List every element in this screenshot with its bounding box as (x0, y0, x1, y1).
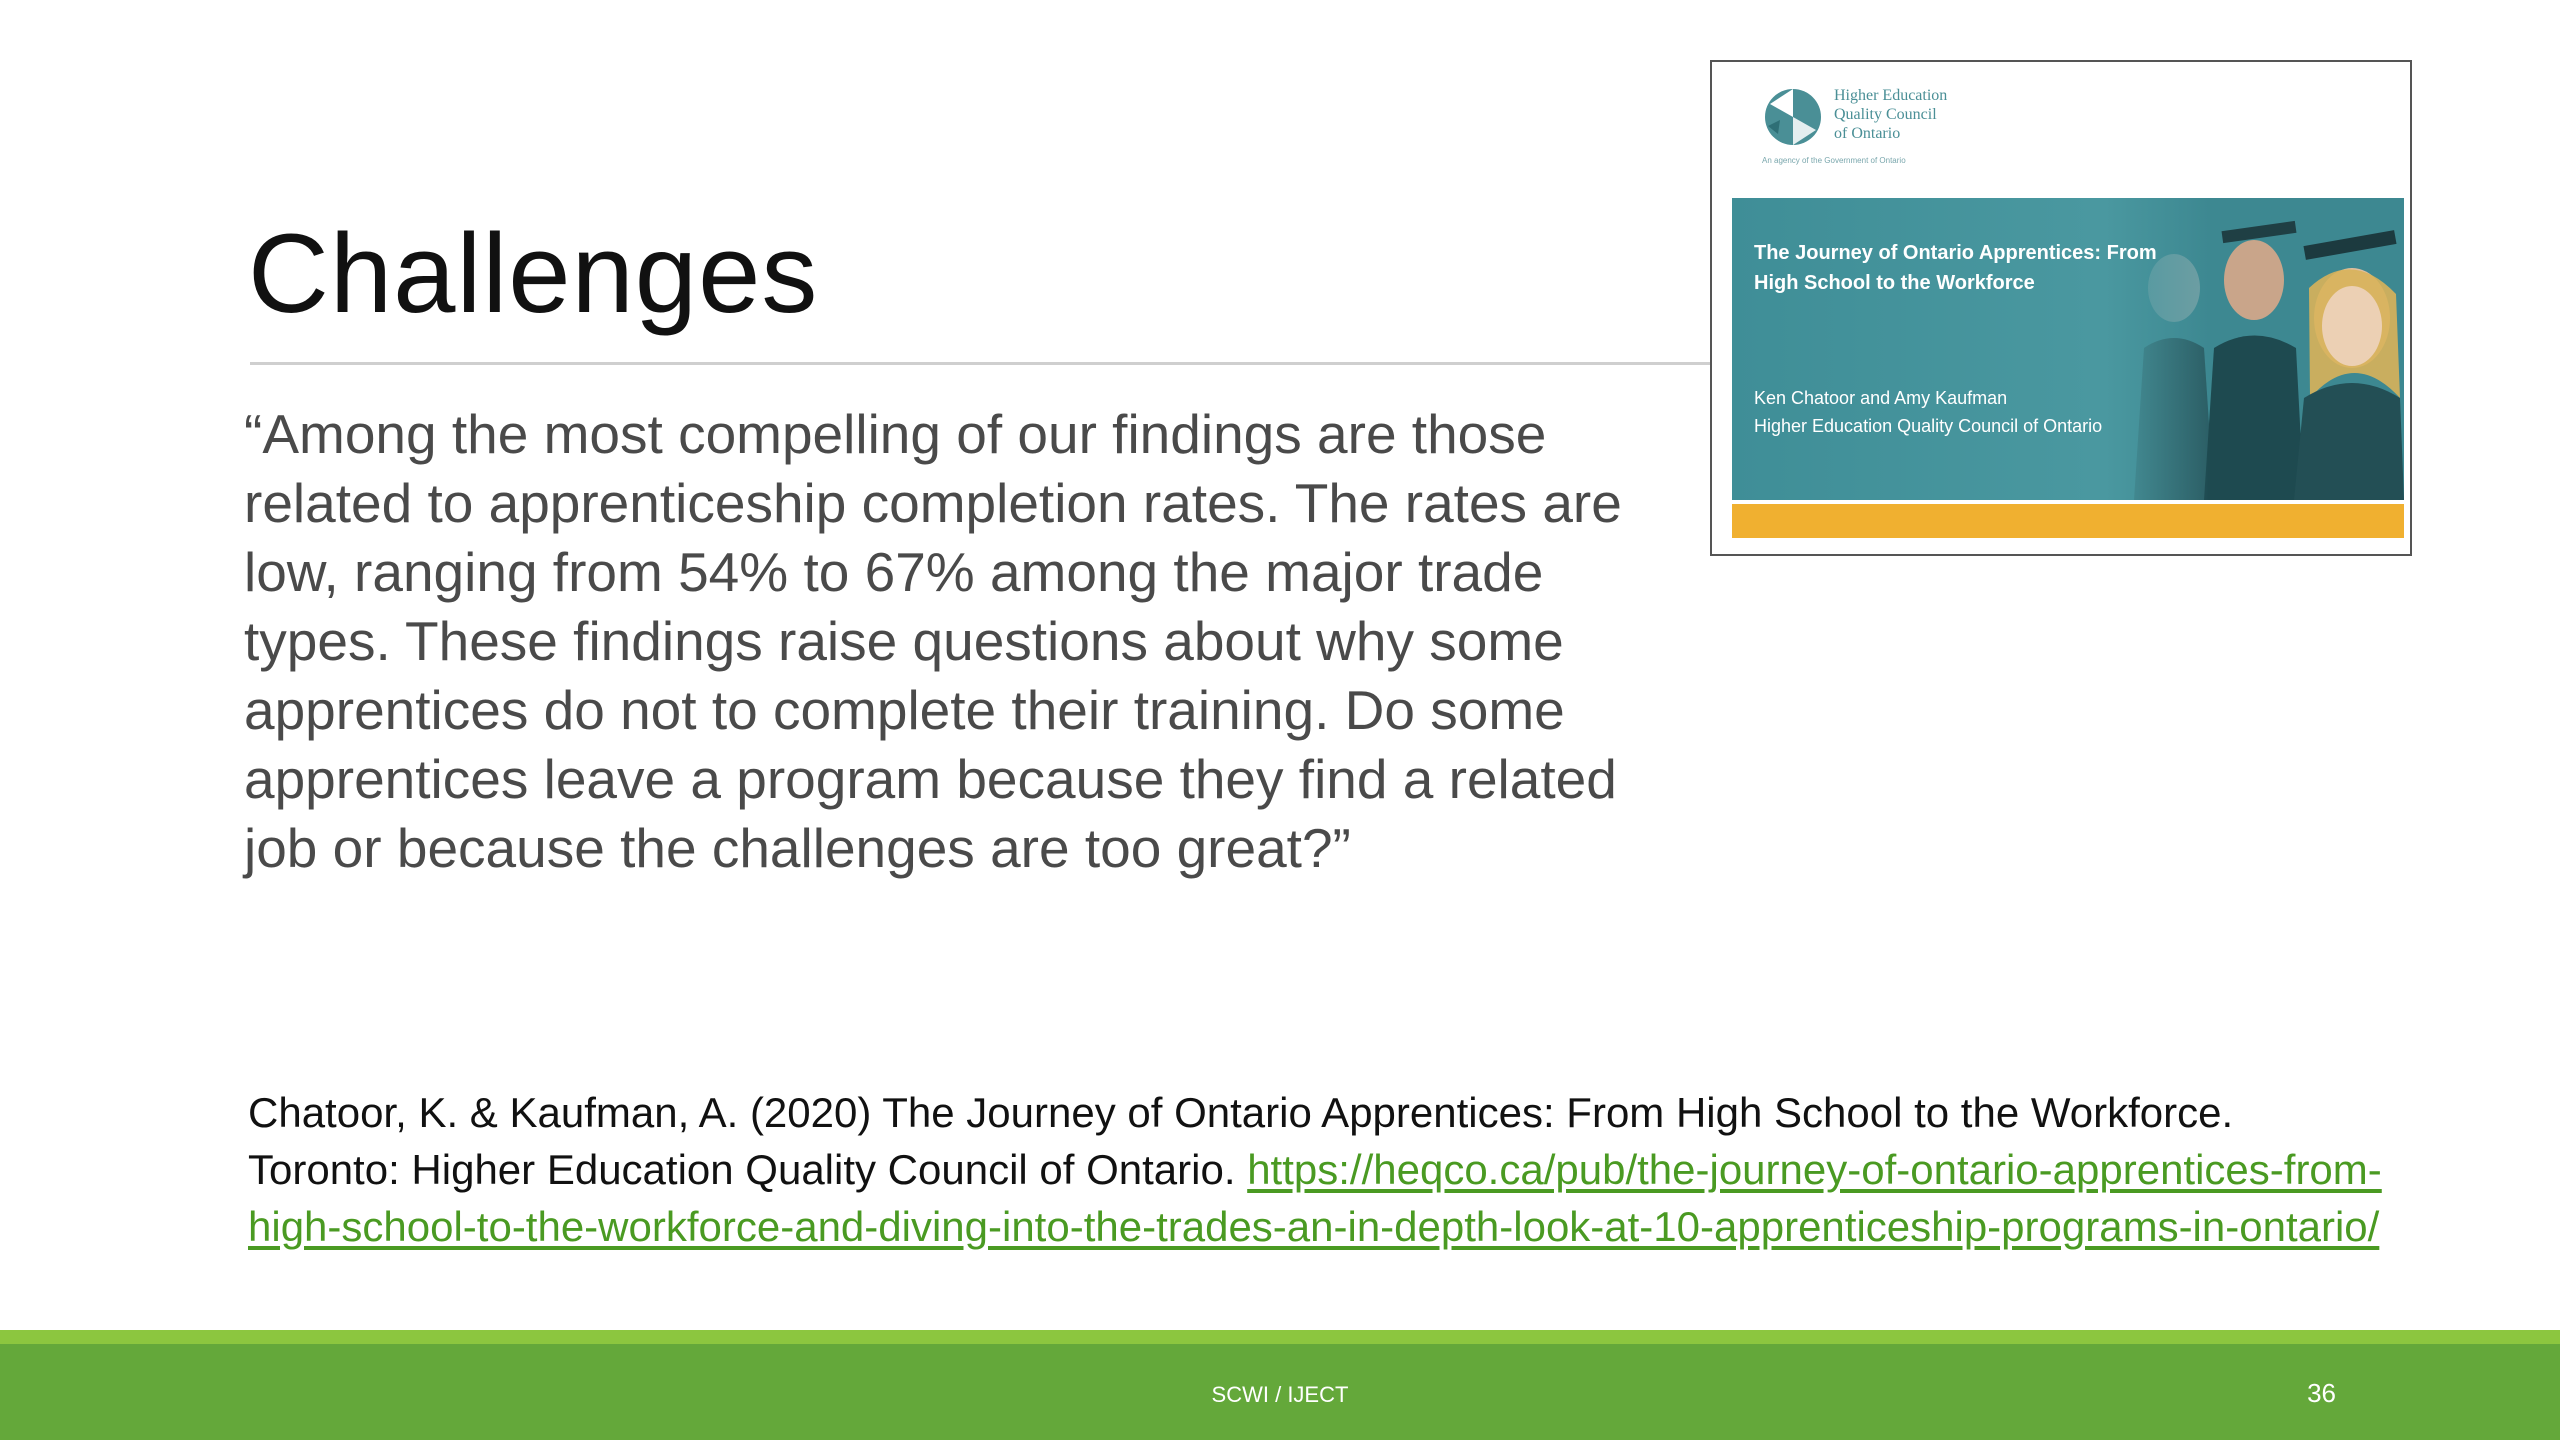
cover-band (1732, 198, 2404, 500)
slide-title: Challenges (248, 211, 819, 336)
cover-title: The Journey of Ontario Apprentices: From High School to the Workforce (1754, 242, 2157, 294)
cover-stripe (1732, 504, 2404, 538)
footer-text: SCWI / IJECT (1211, 1382, 1349, 1407)
cover-authors (1754, 384, 2194, 440)
cover-authors-org: Higher Education Quality Council of Ontario (1754, 416, 2103, 436)
logo-text: Higher Education Quality Council of Ontario (1834, 87, 1948, 142)
heqco-logo-icon (1762, 86, 1824, 148)
footer-bar (0, 1344, 2560, 1440)
citation-text: Chatoor, K. & Kaufman, A. (2020) The Journey of Ontario Apprentices: From High School to the Workforce. Toronto: Higher Education Quality Council of Ontario. (248, 1089, 2234, 1193)
slide-number: 36 (2307, 1378, 2336, 1408)
cover-authors-names: Ken Chatoor and Amy Kaufman (1754, 388, 2008, 408)
quote-text: “Among the most compelling of our findings are those related to apprenticeship completion rates. The rates are low, ranging from 54% to 67% among the major trade types. These findings raise questions about why some apprentices do not to complete their training. Do some apprentices leave a program because they find a related job or because the challenges are too great?” (244, 403, 1622, 879)
report-cover-image (1710, 60, 2412, 556)
heqco-logo (1762, 76, 2062, 176)
citation (248, 1084, 2388, 1255)
footer-accent-bar (0, 1330, 2560, 1344)
title-divider (250, 362, 1710, 365)
logo-agency-text: An agency of the Government of Ontario (1762, 156, 1906, 165)
citation-link[interactable]: https://heqco.ca/pub/the-journey-of-ontario-apprentices-from-high-school-to-the-workforce-and-diving-into-the-trades-an-in-depth-look-at-10-apprenticeship-programs-in-ontario/ (248, 1146, 2382, 1250)
